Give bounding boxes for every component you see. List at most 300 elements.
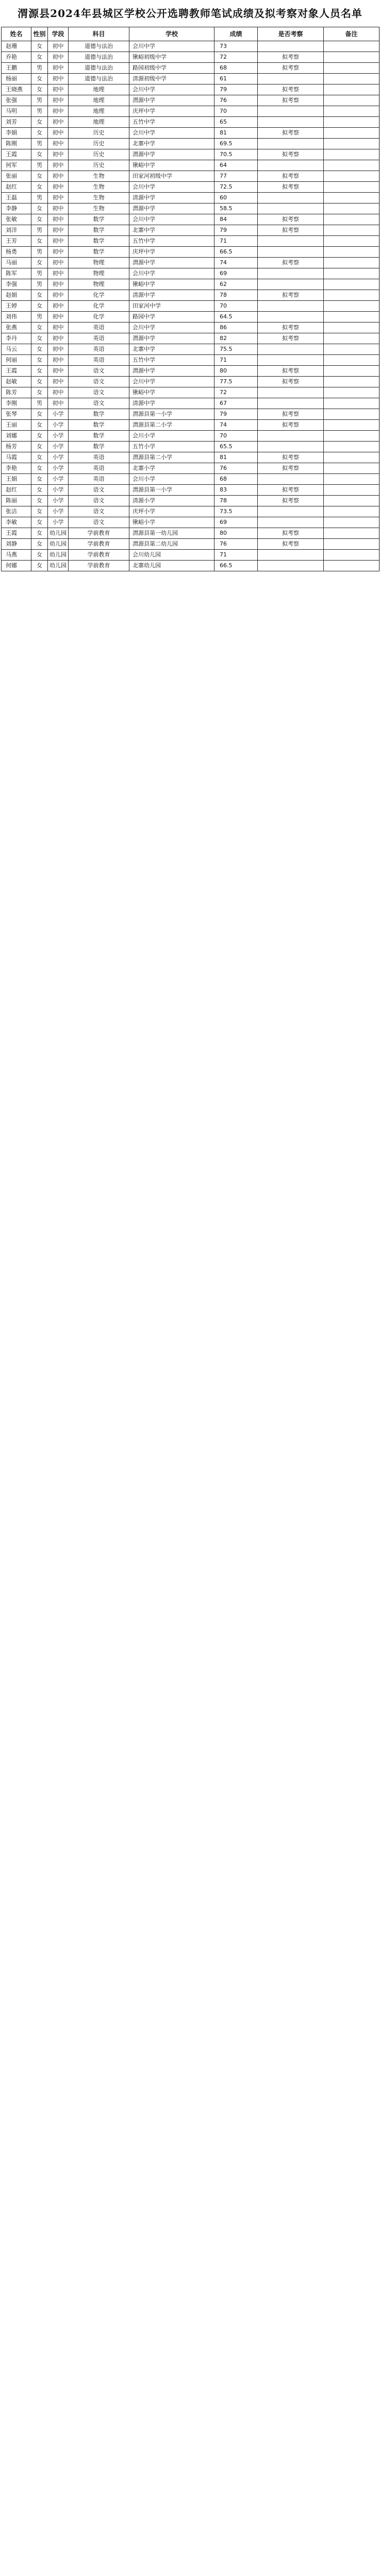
table-row	[2, 312, 379, 323]
table-cell: 庆坪中学	[129, 247, 214, 258]
table-cell: 女	[31, 539, 48, 550]
table-cell: 66.5	[214, 561, 258, 571]
table-cell: 渭源中学	[129, 333, 214, 344]
table-cell	[324, 160, 379, 171]
table-cell: 拟考察	[258, 63, 324, 74]
table-cell: 68	[214, 474, 258, 485]
table-cell: 男	[31, 106, 48, 117]
table-cell: 女	[31, 52, 48, 63]
table-row	[2, 236, 379, 247]
table-cell: 化学	[69, 312, 129, 323]
table-cell: 语文	[69, 398, 129, 409]
table-cell	[258, 117, 324, 128]
table-cell: 地理	[69, 95, 129, 106]
table-cell: 杨勇	[2, 247, 31, 258]
table-cell: 王霞	[2, 149, 31, 160]
table-cell: 女	[31, 366, 48, 377]
table-cell: 拟考察	[258, 409, 324, 420]
table-cell: 拟考察	[258, 128, 324, 139]
table-cell: 道德与法治	[69, 41, 129, 52]
table-cell: 初中	[48, 193, 69, 204]
table-cell	[324, 149, 379, 160]
table-row	[2, 355, 379, 366]
table-cell: 拟考察	[258, 496, 324, 506]
table-cell: 道德与法治	[69, 74, 129, 84]
table-cell: 陈军	[2, 268, 31, 279]
table-cell: 锹峪中学	[129, 279, 214, 290]
table-cell: 渭源县第二小学	[129, 452, 214, 463]
header-cell: 性别	[31, 27, 48, 41]
table-cell: 数学	[69, 431, 129, 442]
table-row	[2, 128, 379, 139]
table-cell: 学前教育	[69, 539, 129, 550]
table-cell: 初中	[48, 84, 69, 95]
table-cell: 62	[214, 279, 258, 290]
table-cell: 初中	[48, 377, 69, 387]
table-cell: 北寨中学	[129, 344, 214, 355]
table-cell: 拟考察	[258, 171, 324, 182]
table-cell: 70	[214, 301, 258, 312]
table-cell: 庆坪中学	[129, 106, 214, 117]
table-cell: 清源小学	[129, 496, 214, 506]
table-cell	[324, 550, 379, 561]
table-cell: 语文	[69, 496, 129, 506]
table-cell: 初中	[48, 344, 69, 355]
table-cell: 数学	[69, 236, 129, 247]
table-row	[2, 528, 379, 539]
table-cell: 女	[31, 333, 48, 344]
table-cell: 拟考察	[258, 452, 324, 463]
table-cell: 初中	[48, 214, 69, 225]
table-cell: 英语	[69, 463, 129, 474]
table-cell	[324, 117, 379, 128]
table-cell: 王娟	[2, 474, 31, 485]
table-cell: 地理	[69, 84, 129, 95]
table-cell: 初中	[48, 247, 69, 258]
table-cell: 语文	[69, 517, 129, 528]
table-cell: 女	[31, 258, 48, 268]
table-cell: 74	[214, 258, 258, 268]
table-cell: 初中	[48, 290, 69, 301]
table-cell: 小学	[48, 517, 69, 528]
table-cell	[324, 279, 379, 290]
table-cell: 拟考察	[258, 485, 324, 496]
table-cell: 女	[31, 528, 48, 539]
table-cell: 历史	[69, 149, 129, 160]
table-cell: 北寨中学	[129, 225, 214, 236]
table-cell: 初中	[48, 355, 69, 366]
table-cell	[258, 442, 324, 452]
table-cell: 初中	[48, 204, 69, 214]
table-cell: 79	[214, 84, 258, 95]
table-row	[2, 377, 379, 387]
table-cell: 小学	[48, 431, 69, 442]
table-cell: 74	[214, 420, 258, 431]
table-cell: 男	[31, 268, 48, 279]
table-cell: 锹峪中学	[129, 160, 214, 171]
table-cell: 拟考察	[258, 528, 324, 539]
table-cell: 初中	[48, 171, 69, 182]
table-cell: 女	[31, 182, 48, 193]
table-cell: 数学	[69, 225, 129, 236]
table-row	[2, 149, 379, 160]
table-cell: 小学	[48, 420, 69, 431]
table-cell: 北寨幼儿园	[129, 561, 214, 571]
table-cell: 会川中学	[129, 377, 214, 387]
table-cell: 女	[31, 149, 48, 160]
table-row	[2, 95, 379, 106]
table-row	[2, 398, 379, 409]
table-cell: 化学	[69, 290, 129, 301]
table-cell: 64.5	[214, 312, 258, 323]
table-cell	[324, 41, 379, 52]
table-cell	[324, 398, 379, 409]
table-cell	[258, 74, 324, 84]
table-cell: 男	[31, 398, 48, 409]
table-row	[2, 106, 379, 117]
table-cell: 马云	[2, 344, 31, 355]
table-cell: 女	[31, 236, 48, 247]
table-cell: 英语	[69, 333, 129, 344]
table-row	[2, 409, 379, 420]
table-cell	[324, 442, 379, 452]
table-cell: 拟考察	[258, 323, 324, 333]
table-cell: 71	[214, 550, 258, 561]
table-row	[2, 63, 379, 74]
table-cell	[258, 247, 324, 258]
header-cell: 是否考察	[258, 27, 324, 41]
table-row	[2, 84, 379, 95]
table-cell: 76	[214, 463, 258, 474]
table-cell	[324, 485, 379, 496]
table-cell: 语文	[69, 377, 129, 387]
table-cell	[324, 225, 379, 236]
table-cell: 李丹	[2, 333, 31, 344]
table-cell: 渭源县第一幼儿园	[129, 528, 214, 539]
table-row	[2, 171, 379, 182]
table-cell	[324, 74, 379, 84]
table-cell: 杨丽	[2, 74, 31, 84]
table-cell: 张敏	[2, 214, 31, 225]
table-cell	[324, 355, 379, 366]
table-cell: 刘娜	[2, 431, 31, 442]
table-cell: 王霞	[2, 366, 31, 377]
table-cell: 张琴	[2, 409, 31, 420]
table-cell: 语文	[69, 485, 129, 496]
table-cell: 王磊	[2, 193, 31, 204]
table-cell: 渭源县第一小学	[129, 409, 214, 420]
table-cell: 田家河初级中学	[129, 171, 214, 182]
table-cell: 初中	[48, 52, 69, 63]
table-cell: 会川中学	[129, 182, 214, 193]
table-cell	[324, 431, 379, 442]
table-cell: 赵红	[2, 485, 31, 496]
table-cell	[258, 268, 324, 279]
table-row	[2, 474, 379, 485]
table-cell: 拟考察	[258, 84, 324, 95]
table-cell: 72	[214, 52, 258, 63]
table-cell	[258, 160, 324, 171]
table-cell: 女	[31, 387, 48, 398]
table-row	[2, 333, 379, 344]
table-cell: 拟考察	[258, 95, 324, 106]
table-cell: 女	[31, 355, 48, 366]
table-cell: 拟考察	[258, 539, 324, 550]
header-cell: 科目	[69, 27, 129, 41]
table-cell: 王丽	[2, 420, 31, 431]
header-cell: 备注	[324, 27, 379, 41]
table-cell	[324, 52, 379, 63]
table-cell	[324, 496, 379, 506]
table-cell	[324, 463, 379, 474]
table-cell: 女	[31, 377, 48, 387]
table-cell: 幼儿园	[48, 528, 69, 539]
table-cell: 初中	[48, 398, 69, 409]
table-header-row	[2, 27, 379, 41]
table-cell: 路园中学	[129, 312, 214, 323]
table-cell: 五竹中学	[129, 355, 214, 366]
table-cell	[324, 387, 379, 398]
table-cell: 锹峪初级中学	[129, 52, 214, 63]
table-cell: 五竹中学	[129, 236, 214, 247]
table-cell: 69	[214, 268, 258, 279]
table-cell: 71	[214, 355, 258, 366]
table-cell: 会川中学	[129, 268, 214, 279]
table-cell	[258, 344, 324, 355]
table-cell: 马丽	[2, 258, 31, 268]
table-cell: 清源中学	[129, 290, 214, 301]
table-cell: 语文	[69, 387, 129, 398]
table-cell	[324, 323, 379, 333]
table-cell: 会川中学	[129, 323, 214, 333]
table-cell: 会川小学	[129, 474, 214, 485]
table-cell: 幼儿园	[48, 561, 69, 571]
table-cell: 小学	[48, 452, 69, 463]
table-cell: 女	[31, 463, 48, 474]
table-row	[2, 442, 379, 452]
table-cell: 64	[214, 160, 258, 171]
table-cell: 女	[31, 290, 48, 301]
table-cell: 刘芳	[2, 117, 31, 128]
table-cell: 拟考察	[258, 258, 324, 268]
table-cell: 女	[31, 84, 48, 95]
table-cell: 道德与法治	[69, 52, 129, 63]
table-cell: 地理	[69, 117, 129, 128]
table-cell: 地理	[69, 106, 129, 117]
table-cell: 66.5	[214, 247, 258, 258]
table-cell: 初中	[48, 366, 69, 377]
table-cell: 83	[214, 485, 258, 496]
table-cell: 小学	[48, 485, 69, 496]
table-cell	[324, 301, 379, 312]
table-cell	[324, 84, 379, 95]
table-row	[2, 139, 379, 149]
table-cell: 陈刚	[2, 139, 31, 149]
table-cell: 女	[31, 561, 48, 571]
table-cell: 73	[214, 41, 258, 52]
table-cell: 女	[31, 344, 48, 355]
table-cell: 刘洋	[2, 225, 31, 236]
table-cell	[258, 193, 324, 204]
table-cell	[324, 420, 379, 431]
table-row	[2, 74, 379, 84]
table-cell: 生物	[69, 182, 129, 193]
table-row	[2, 550, 379, 561]
table-cell: 79	[214, 409, 258, 420]
table-cell: 初中	[48, 236, 69, 247]
table-row	[2, 344, 379, 355]
table-cell: 女	[31, 323, 48, 333]
table-row	[2, 258, 379, 268]
table-row	[2, 204, 379, 214]
table-cell: 李艳	[2, 463, 31, 474]
table-cell: 乔艳	[2, 52, 31, 63]
table-cell	[324, 506, 379, 517]
table-cell: 76	[214, 539, 258, 550]
table-cell: 陈芳	[2, 387, 31, 398]
table-cell: 五竹中学	[129, 117, 214, 128]
table-cell: 73.5	[214, 506, 258, 517]
table-cell	[324, 128, 379, 139]
table-cell: 数学	[69, 420, 129, 431]
table-row	[2, 268, 379, 279]
table-cell: 70.5	[214, 149, 258, 160]
table-cell: 69.5	[214, 139, 258, 149]
table-cell: 初中	[48, 182, 69, 193]
table-cell: 初中	[48, 160, 69, 171]
table-cell: 李娟	[2, 128, 31, 139]
table-cell: 刘伟	[2, 312, 31, 323]
table-cell: 女	[31, 496, 48, 506]
table-cell: 英语	[69, 355, 129, 366]
table-row	[2, 517, 379, 528]
table-cell	[258, 355, 324, 366]
table-cell: 女	[31, 214, 48, 225]
table-cell: 渭源中学	[129, 95, 214, 106]
table-cell: 女	[31, 452, 48, 463]
table-cell: 69	[214, 517, 258, 528]
table-cell: 78	[214, 496, 258, 506]
table-cell	[324, 452, 379, 463]
table-cell: 会川中学	[129, 84, 214, 95]
table-cell	[324, 106, 379, 117]
table-cell: 生物	[69, 171, 129, 182]
table-cell: 初中	[48, 139, 69, 149]
table-cell: 初中	[48, 41, 69, 52]
table-row	[2, 496, 379, 506]
table-cell: 77.5	[214, 377, 258, 387]
table-cell: 刘静	[2, 539, 31, 550]
header-cell: 姓名	[2, 27, 31, 41]
table-cell	[324, 214, 379, 225]
table-cell: 71	[214, 236, 258, 247]
table-cell: 小学	[48, 409, 69, 420]
table-cell: 物理	[69, 258, 129, 268]
table-cell: 拟考察	[258, 420, 324, 431]
table-cell	[324, 377, 379, 387]
table-cell: 男	[31, 225, 48, 236]
table-cell: 清源中学	[129, 193, 214, 204]
table-row	[2, 193, 379, 204]
table-cell	[324, 258, 379, 268]
table-cell: 何军	[2, 160, 31, 171]
table-cell: 女	[31, 128, 48, 139]
table-cell: 女	[31, 117, 48, 128]
table-cell	[258, 301, 324, 312]
table-cell: 王芳	[2, 236, 31, 247]
table-cell: 赵敏	[2, 377, 31, 387]
table-cell: 渭源县第一小学	[129, 485, 214, 496]
table-cell	[258, 106, 324, 117]
table-cell: 化学	[69, 301, 129, 312]
table-cell: 路园初级中学	[129, 63, 214, 74]
table-cell: 拟考察	[258, 290, 324, 301]
table-cell	[258, 431, 324, 442]
table-cell: 拟考察	[258, 333, 324, 344]
table-cell: 历史	[69, 128, 129, 139]
table-cell: 初中	[48, 333, 69, 344]
table-cell: 数学	[69, 214, 129, 225]
table-cell: 女	[31, 74, 48, 84]
table-row	[2, 485, 379, 496]
table-cell: 幼儿园	[48, 539, 69, 550]
table-cell: 锹峪小学	[129, 517, 214, 528]
table-cell	[324, 247, 379, 258]
table-row	[2, 214, 379, 225]
table-cell: 58.5	[214, 204, 258, 214]
table-cell: 80	[214, 528, 258, 539]
table-cell: 初中	[48, 387, 69, 398]
table-cell: 女	[31, 409, 48, 420]
table-cell	[258, 474, 324, 485]
table-cell	[324, 474, 379, 485]
table-cell	[324, 409, 379, 420]
table-cell: 女	[31, 517, 48, 528]
table-cell: 女	[31, 550, 48, 561]
table-cell: 数学	[69, 247, 129, 258]
table-cell: 生物	[69, 193, 129, 204]
table-cell: 女	[31, 474, 48, 485]
table-cell: 男	[31, 247, 48, 258]
table-cell: 61	[214, 74, 258, 84]
table-cell: 会川幼儿园	[129, 550, 214, 561]
table-cell: 拟考察	[258, 214, 324, 225]
table-cell: 清源中学	[129, 398, 214, 409]
table-cell: 男	[31, 193, 48, 204]
table-cell: 会川小学	[129, 431, 214, 442]
table-cell	[258, 387, 324, 398]
table-row	[2, 117, 379, 128]
table-cell: 初中	[48, 95, 69, 106]
table-row	[2, 452, 379, 463]
table-cell: 北寨小学	[129, 463, 214, 474]
table-cell: 张强	[2, 95, 31, 106]
table-cell: 学前教育	[69, 550, 129, 561]
table-cell: 清源初级中学	[129, 74, 214, 84]
table-cell	[258, 236, 324, 247]
table-cell: 庆坪小学	[129, 506, 214, 517]
table-cell: 何娜	[2, 561, 31, 571]
table-cell: 初中	[48, 128, 69, 139]
table-cell: 79	[214, 225, 258, 236]
table-cell: 张丽	[2, 171, 31, 182]
table-cell: 拟考察	[258, 463, 324, 474]
table-row	[2, 225, 379, 236]
table-cell: 数学	[69, 409, 129, 420]
table-cell: 初中	[48, 258, 69, 268]
table-cell: 拟考察	[258, 366, 324, 377]
table-cell: 王晓燕	[2, 84, 31, 95]
